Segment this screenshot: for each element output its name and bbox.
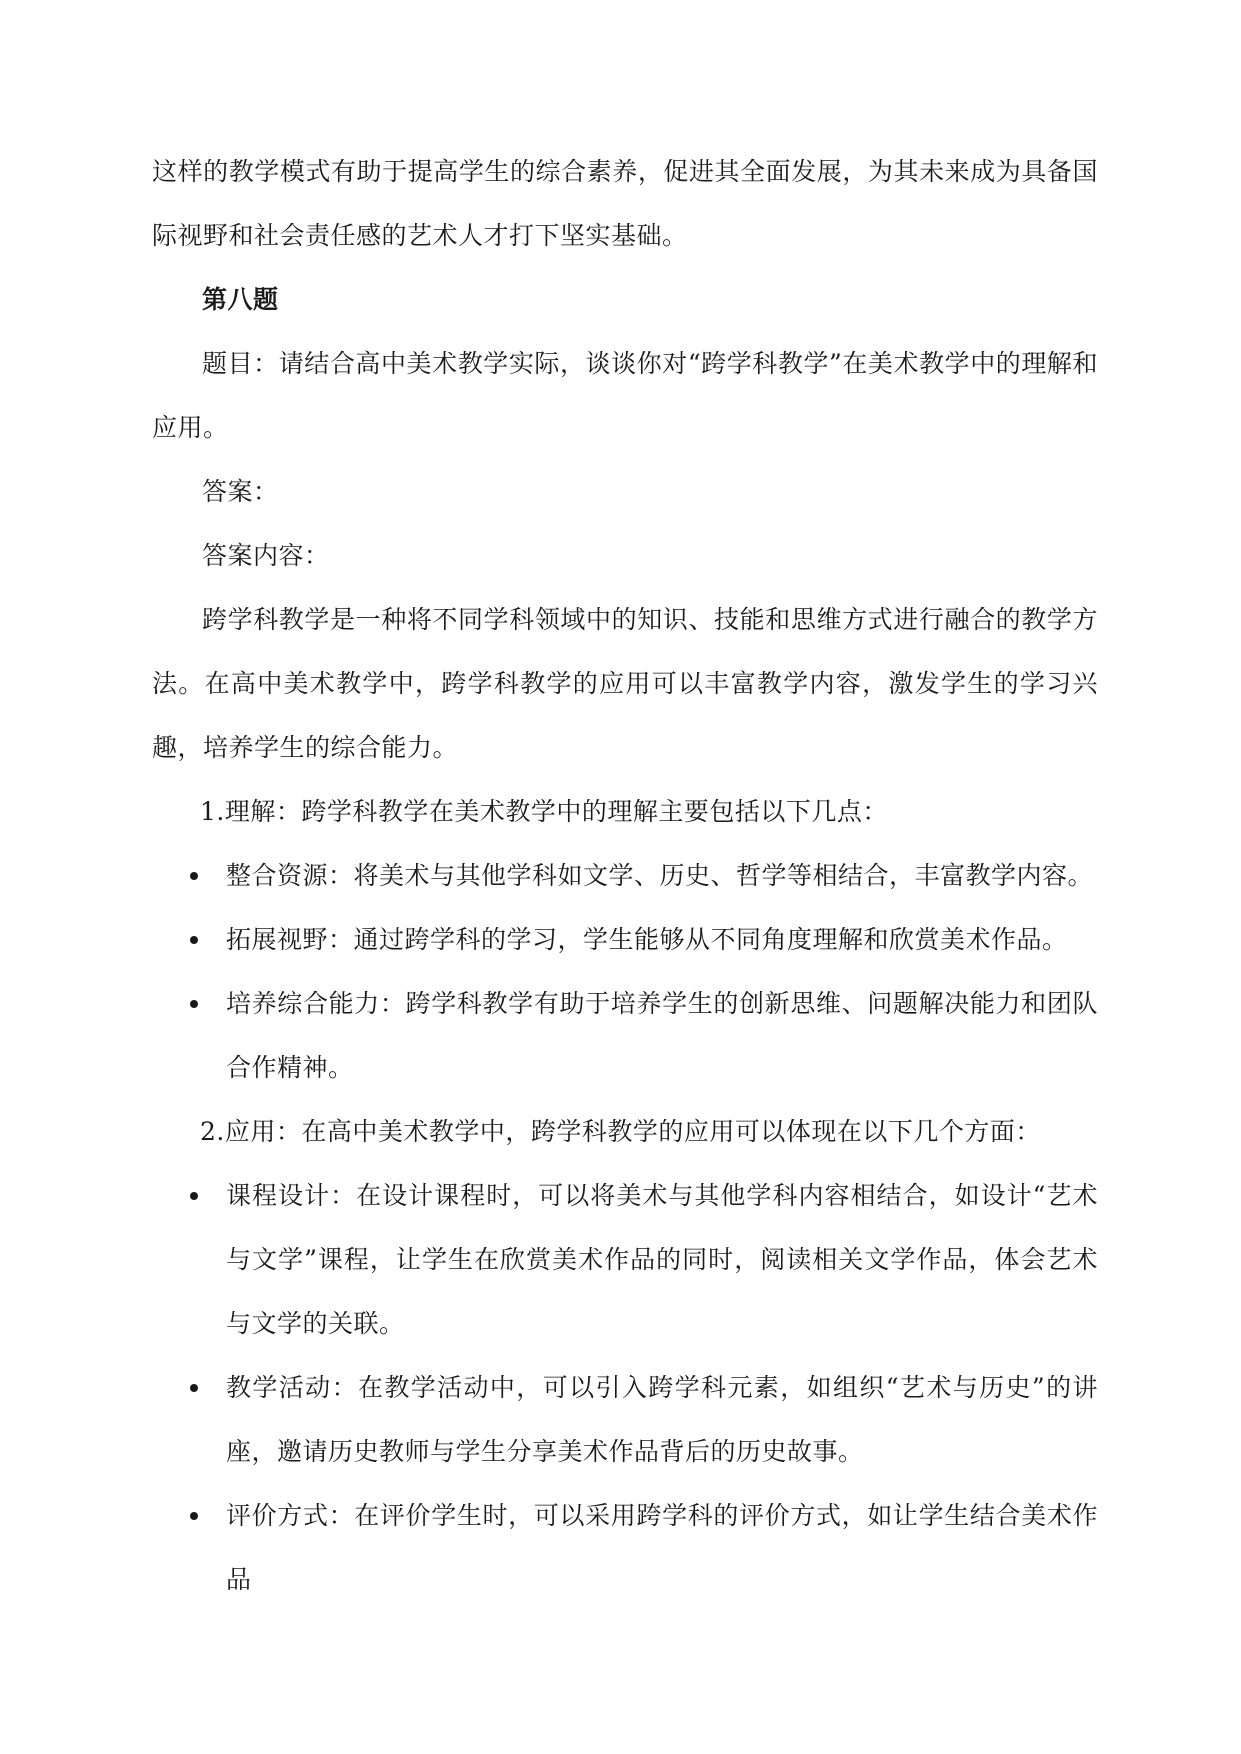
bullet-icon xyxy=(190,1384,198,1392)
answer-content-label: 答案内容： xyxy=(202,541,330,570)
bullet-icon xyxy=(190,936,198,944)
list-item xyxy=(152,908,1098,972)
list-item xyxy=(152,1164,1098,1356)
answer-label: 答案： xyxy=(202,477,279,506)
list-item xyxy=(152,972,1098,1100)
document-body xyxy=(152,140,1098,1612)
bullet-icon xyxy=(190,1192,198,1200)
list-item-text: 教学活动：在教学活动中，可以引入跨学科元素，如组织“艺术与历史”的讲座，邀请历史教师与学生分享美术作品背后的历史故事。 xyxy=(226,1373,1098,1466)
question-heading: 第八题 xyxy=(202,285,279,314)
list-item xyxy=(152,844,1098,908)
list-item-text: 整合资源：将美术与其他学科如文学、历史、哲学等相结合，丰富教学内容。 xyxy=(226,861,1094,890)
understanding-list xyxy=(152,844,1098,1100)
list-item-text: 培养综合能力：跨学科教学有助于培养学生的创新思维、问题解决能力和团队合作精神。 xyxy=(226,989,1098,1082)
list-item-text: 课程设计：在设计课程时，可以将美术与其他学科内容相结合，如设计“艺术与文学”课程，让学生在欣赏美术作品的同时，阅读相关文学作品，体会艺术与文学的关联。 xyxy=(226,1181,1098,1338)
bullet-icon xyxy=(190,1512,198,1520)
intro-paragraph: 跨学科教学是一种将不同学科领域中的知识、技能和思维方式进行融合的教学方法。在高中美术教学中，跨学科教学的应用可以丰富教学内容，激发学生的学习兴趣，培养学生的综合能力。 xyxy=(152,605,1098,762)
list-item xyxy=(152,1484,1098,1612)
point-application: 2.应用：在高中美术教学中，跨学科教学的应用可以体现在以下几个方面： xyxy=(200,1117,1041,1146)
application-list xyxy=(152,1164,1098,1612)
bullet-icon xyxy=(190,1000,198,1008)
bullet-icon xyxy=(190,872,198,880)
list-item-text: 评价方式：在评价学生时，可以采用跨学科的评价方式，如让学生结合美术作品 xyxy=(226,1501,1098,1594)
question-text: 题目：请结合高中美术教学实际，谈谈你对“跨学科教学”在美术教学中的理解和应用。 xyxy=(152,349,1098,442)
list-item-text: 拓展视野：通过跨学科的学习，学生能够从不同角度理解和欣赏美术作品。 xyxy=(226,925,1068,954)
closing-paragraph: 这样的教学模式有助于提高学生的综合素养，促进其全面发展，为其未来成为具备国际视野和社会责任感的艺术人才打下坚实基础。 xyxy=(152,157,1098,250)
list-item xyxy=(152,1356,1098,1484)
point-understanding: 1.理解：跨学科教学在美术教学中的理解主要包括以下几点： xyxy=(200,797,888,826)
